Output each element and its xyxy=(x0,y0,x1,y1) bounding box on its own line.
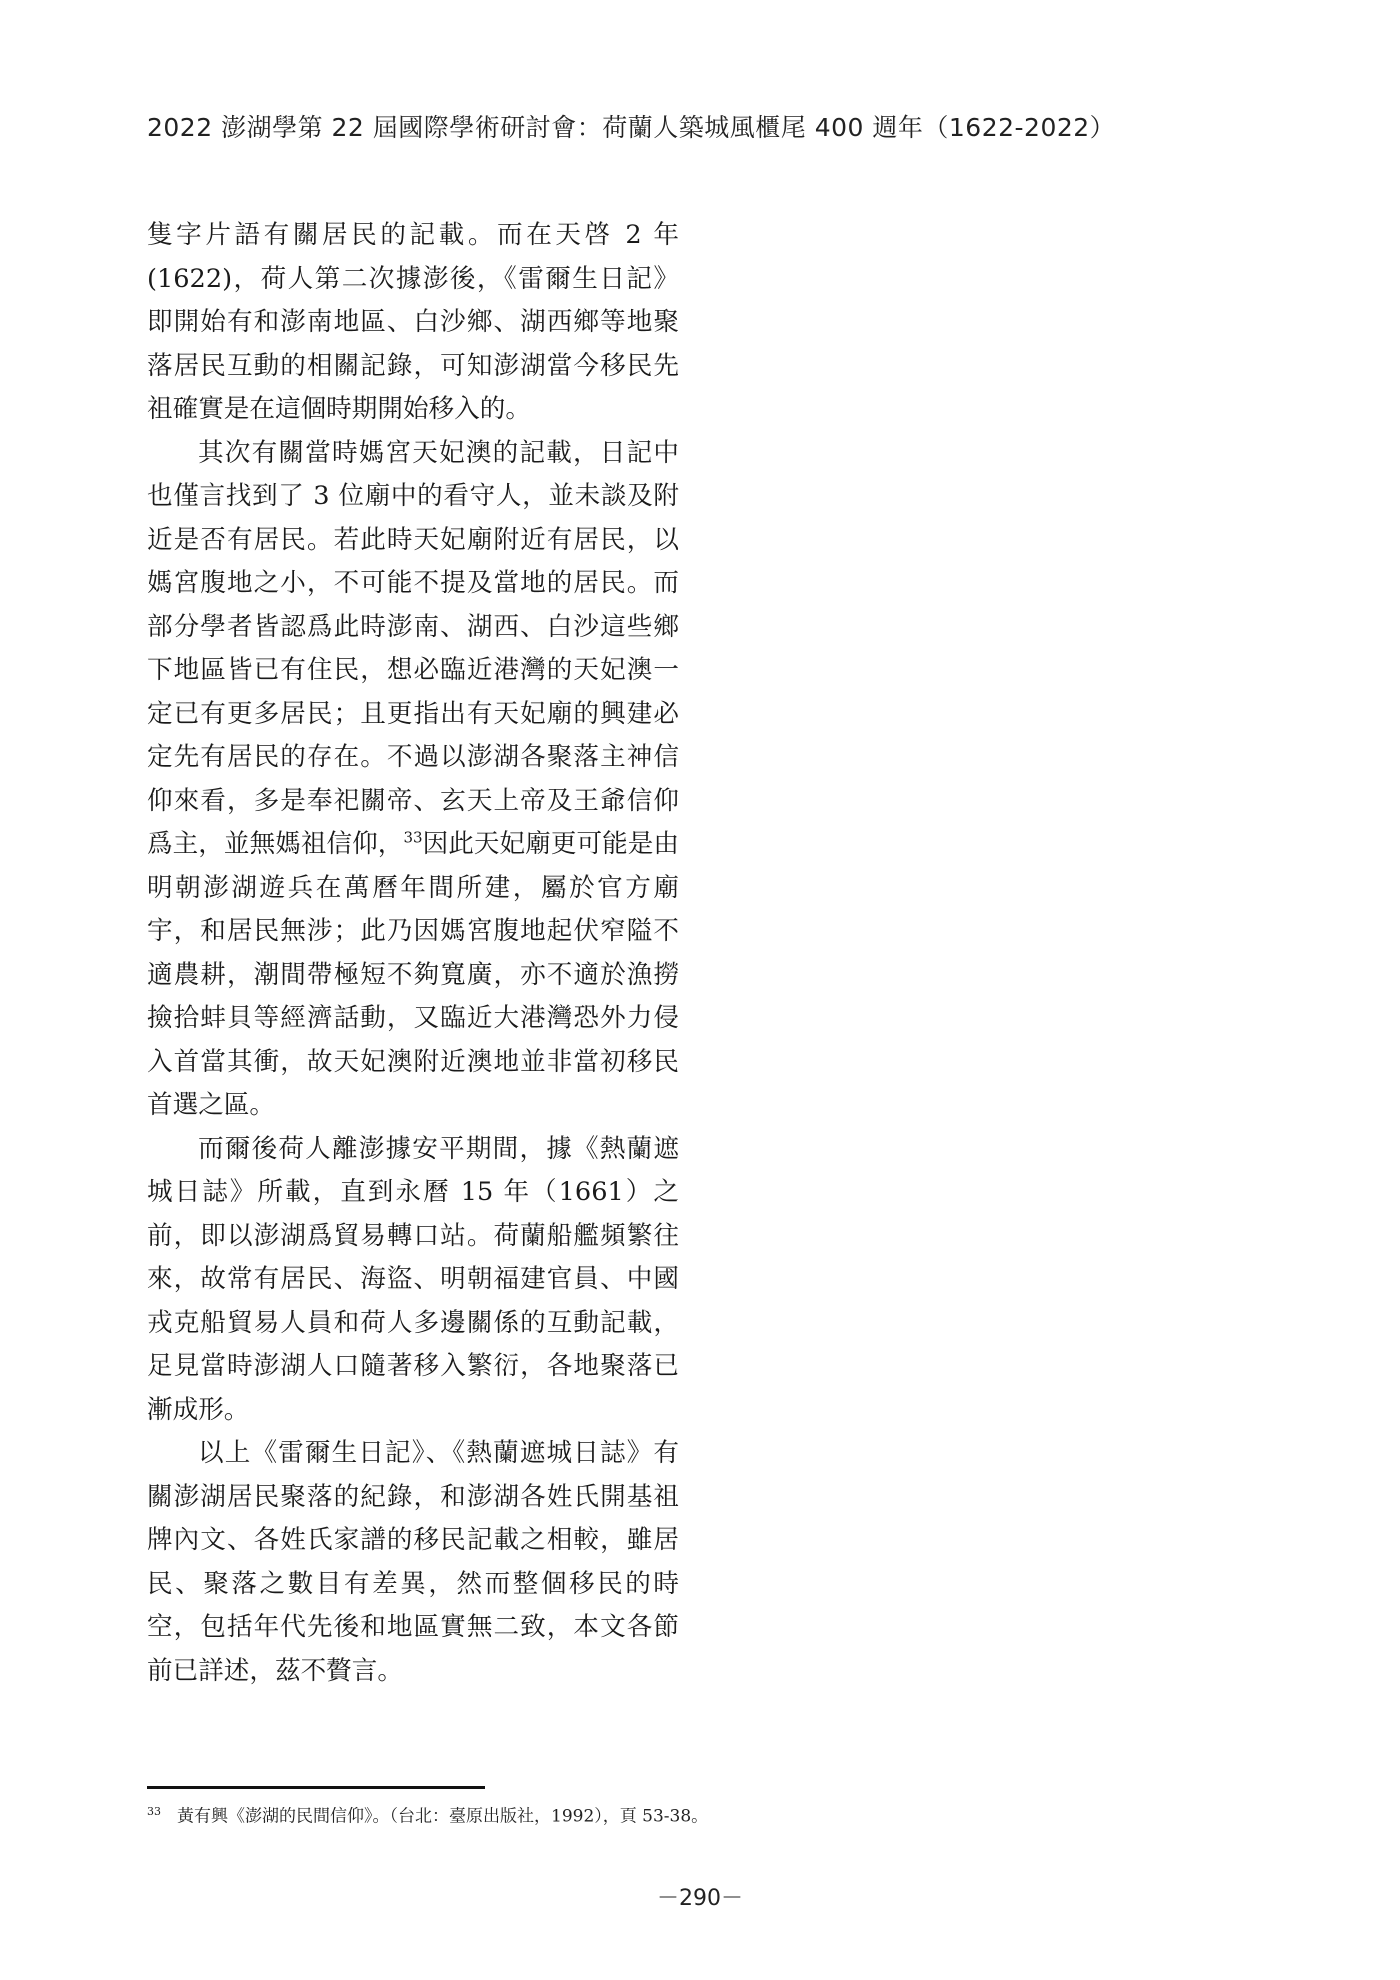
paragraph-text-after-note: 因此天妃廟更可能是由明朝澎湖遊兵在萬曆年間所建，屬於官方廟宇，和居民無涉；此乃因媽宮腹地起伏窄隘不適農耕，潮間帶極短不夠寬廣，亦不適於漁撈撿拾蚌貝等經濟話動，又臨近大港灣恐外力侵入首當其衝，故天妃澳附近澳地並非當初移民首選之區。 xyxy=(147,829,679,1120)
footnote-number: 33 xyxy=(147,1805,161,1818)
paragraph-zeelandia-diary: 而爾後荷人離澎據安平期間，據《熱蘭遮城日誌》所載，直到永曆 15 年（1661）之前，即以澎湖爲貿易轉口站。荷蘭船艦頻繁往來，故常有居民、海盜、明朝福建官員、中國戎克船貿易人員和荷人多邊關係的互動記載，足見當時澎湖人口隨著移入繁衍，各地聚落已漸成形。 xyxy=(147,1133,679,1425)
body-text xyxy=(147,214,679,1693)
paragraph-continuation: 隻字片語有關居民的記載。而在天啓 2 年(1622)，荷人第二次據澎後，《雷爾生日記》即開始有和澎南地區、白沙鄉、湖西鄉等地聚落居民互動的相關記錄，可知澎湖當今移民先祖確實是在這個時期開始移入的。 xyxy=(147,220,679,424)
page-number: －290－ xyxy=(657,1886,743,1911)
footnote xyxy=(147,1800,1047,1829)
footnote-divider xyxy=(147,1786,485,1789)
paragraph-text-before-note: 其次有關當時媽宮天妃澳的記載，日記中也僅言找到了 3 位廟中的看守人，並未談及附近是否有居民。若此時天妃廟附近有居民，以媽宮腹地之小，不可能不提及當地的居民。而部分學者皆認爲此時澎南、湖西、白沙這些鄉下地區皆已有住民，想必臨近港灣的天妃澳一定已有更多居民；且更指出有天妃廟的興建必定先有居民的存在。不過以澎湖各聚落主神信仰來看，多是奉祀關帝、玄天上帝及王爺信仰爲主，並無媽祖信仰， xyxy=(147,437,679,859)
running-header: 2022 澎湖學第 22 屆國際學術研討會：荷蘭人築城風櫃尾 400 週年（1622-2022） xyxy=(147,113,1116,142)
paragraph-tianfei-temple xyxy=(147,432,679,1128)
footnote-reference[interactable]: 33 xyxy=(403,828,423,847)
paragraph-conclusion: 以上《雷爾生日記》、《熱蘭遮城日誌》有關澎湖居民聚落的紀錄，和澎湖各姓氏開基祖牌內文、各姓氏家譜的移民記載之相較，雖居民、聚落之數目有差異，然而整個移民的時空，包括年代先後和地區實無二致，本文各節前已詳述，茲不贅言。 xyxy=(147,1438,679,1686)
footnote-text: 黃有興《澎湖的民間信仰》。（台北：臺原出版社，1992），頁 53-38。 xyxy=(177,1806,709,1827)
